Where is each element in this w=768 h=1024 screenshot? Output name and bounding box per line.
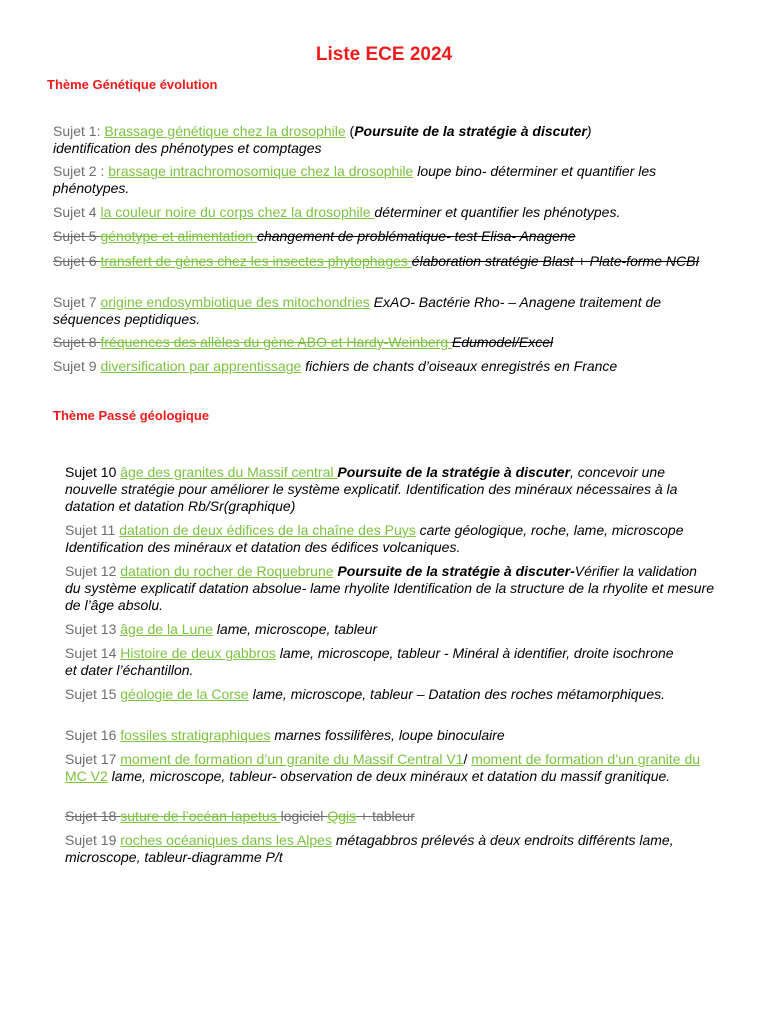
subject-number: Sujet 19 bbox=[65, 832, 121, 848]
list-item bbox=[53, 163, 713, 197]
subject-description: Edumodel/Excel bbox=[452, 334, 554, 350]
subject-description: changement de problématique- test Elisa- Anagene bbox=[256, 228, 576, 244]
subject-description: loupe bino- déterminer et quantifier les phénotypes. bbox=[53, 163, 657, 196]
subject-link[interactable]: brassage intrachromosomique chez la drosophile bbox=[108, 163, 414, 179]
list-item bbox=[65, 727, 715, 744]
subject-description: élaboration stratégie Blast + Plate-forme NCBI bbox=[411, 253, 700, 269]
list-item bbox=[53, 358, 733, 375]
subject-number: Sujet 10 bbox=[65, 464, 121, 480]
subject-link[interactable]: moment de formation d’un granite du Massif Central V1 bbox=[120, 751, 464, 767]
list-item bbox=[53, 334, 733, 351]
list-item bbox=[65, 686, 685, 703]
list-item bbox=[65, 522, 685, 556]
subject-number: Sujet 11 bbox=[65, 522, 120, 538]
subject-link[interactable]: roches océaniques dans les Alpes bbox=[120, 832, 332, 848]
subject-description: lame, microscope, tableur – Datation des roches métamorphiques. bbox=[248, 686, 666, 702]
list-item bbox=[65, 645, 685, 679]
subject-number: Sujet 17 bbox=[65, 751, 121, 767]
subject-link[interactable]: diversification par apprentissage bbox=[100, 358, 302, 374]
subject-description: marnes fossilifères, loupe binoculaire bbox=[270, 727, 505, 743]
subject-link[interactable]: datation de deux édifices de la chaîne des Puys bbox=[119, 522, 416, 538]
subject-link[interactable]: fréquences des allèles du gène ABO et Hardy-Weinberg bbox=[100, 334, 452, 350]
subject-description: lame, microscope, tableur - Minéral à identifier, droite isochrone et dater l’échantillon. bbox=[65, 645, 674, 678]
subject-link[interactable]: Brassage génétique chez la drosophile bbox=[104, 123, 346, 139]
subject-link[interactable]: Histoire de deux gabbros bbox=[120, 645, 276, 661]
list-item bbox=[53, 228, 733, 245]
list-item bbox=[65, 563, 715, 614]
subject-link[interactable]: suture de l’océan Iapetus bbox=[120, 808, 281, 824]
subject-description: ExAO- Bactérie Rho- – Anagene traitement de séquences peptidiques. bbox=[53, 294, 662, 327]
subject-number: Sujet 9 bbox=[53, 358, 101, 374]
subject-link[interactable]: géologie de la Corse bbox=[120, 686, 249, 702]
subject-link[interactable]: la couleur noire du corps chez la drosophile bbox=[100, 204, 375, 220]
subject-number: Sujet 15 bbox=[65, 686, 121, 702]
list-item: Sujet 18 suture de l’océan Iapetus logiciel Qgis + tableur bbox=[65, 808, 415, 824]
subject-bold-note: Poursuite de la stratégie à discuter- bbox=[333, 563, 575, 579]
subject-description: ) identification des phénotypes et comptages bbox=[53, 123, 592, 156]
subject-link[interactable]: génotype et alimentation bbox=[100, 228, 257, 244]
subject-bold-note: Poursuite de la stratégie à discuter bbox=[337, 464, 571, 480]
subject-link[interactable]: fossiles stratigraphiques bbox=[120, 727, 271, 743]
subject-number: Sujet 4 bbox=[53, 204, 101, 220]
list-item bbox=[53, 253, 703, 270]
subject-number: Sujet 16 bbox=[65, 727, 121, 743]
subject-number: Sujet 18 bbox=[65, 808, 121, 824]
list-item bbox=[53, 294, 713, 328]
subject-description: déterminer et quantifier les phénotypes. bbox=[374, 204, 621, 220]
subject-description: lame, microscope, tableur- observation de deux minéraux et datation du massif granitique. bbox=[107, 768, 671, 784]
subject-link[interactable]: âge de la Lune bbox=[120, 621, 213, 637]
subject-number: Sujet 1: bbox=[53, 123, 105, 139]
subject-link[interactable]: datation du rocher de Roquebrune bbox=[120, 563, 334, 579]
subject-description: fichiers de chants d’oiseaux enregistrés en France bbox=[301, 358, 618, 374]
subject-description: Vérifier la validation du système explicatif datation absolue- lame rhyolite Identification de la structure de la rhyolite et mesure de l’âge absolu. bbox=[65, 563, 715, 613]
subject-bold-note: Poursuite de la stratégie à discuter bbox=[354, 123, 587, 139]
list-item bbox=[53, 204, 733, 221]
subject-number: Sujet 13 bbox=[65, 621, 121, 637]
subject-number: Sujet 12 bbox=[65, 563, 121, 579]
list-item: Sujet 1: Brassage génétique chez la drosophile (Poursuite de la stratégie à discuter) identification des phénotypes et comptages bbox=[53, 123, 592, 156]
subject-number: Sujet 2 : bbox=[53, 163, 109, 179]
page-title: Liste ECE 2024 bbox=[315, 44, 453, 65]
subject-description: métagabbros prélevés à deux endroits différents lame, microscope, tableur-diagramme P/t bbox=[65, 832, 674, 865]
qgis-link[interactable]: Qgis bbox=[327, 808, 357, 824]
subject-description: lame, microscope, tableur bbox=[212, 621, 378, 637]
subject-number: Sujet 6 bbox=[53, 253, 101, 269]
theme-heading-geologique: Thème Passé géologique bbox=[53, 408, 210, 423]
list-item bbox=[65, 464, 715, 515]
subject-number: Sujet 8 bbox=[53, 334, 101, 350]
subject-link-v2[interactable]: moment de formation d’un granite du MC V2 bbox=[65, 751, 701, 784]
subject-link[interactable]: origine endosymbiotique des mitochondries bbox=[100, 294, 370, 310]
list-item bbox=[65, 621, 715, 638]
list-item bbox=[65, 832, 715, 866]
subject-description: , concevoir une nouvelle stratégie pour améliorer le système explicatif. Identification des minéraux nécessaires à la datation et datation Rb/Sr(graphique) bbox=[65, 464, 678, 514]
subject-number: Sujet 7 bbox=[53, 294, 101, 310]
theme-heading-genetique: Thème Génétique évolution bbox=[47, 77, 218, 92]
subject-number: Sujet 14 bbox=[65, 645, 121, 661]
subject-description: carte géologique, roche, lame, microscope Identification des minéraux et datation des édifices volcaniques. bbox=[65, 522, 684, 555]
subject-link[interactable]: transfert de gènes chez les insectes phytophages bbox=[100, 253, 412, 269]
list-item: Sujet 17 moment de formation d’un granite du Massif Central V1/ moment de formation d’un granite du MC V2 lame, microscope, tableur- observation de deux minéraux et datation du massif granitique. bbox=[65, 751, 701, 784]
subject-number: Sujet 5 bbox=[53, 228, 101, 244]
subject-link[interactable]: âge des granites du Massif central bbox=[120, 464, 338, 480]
